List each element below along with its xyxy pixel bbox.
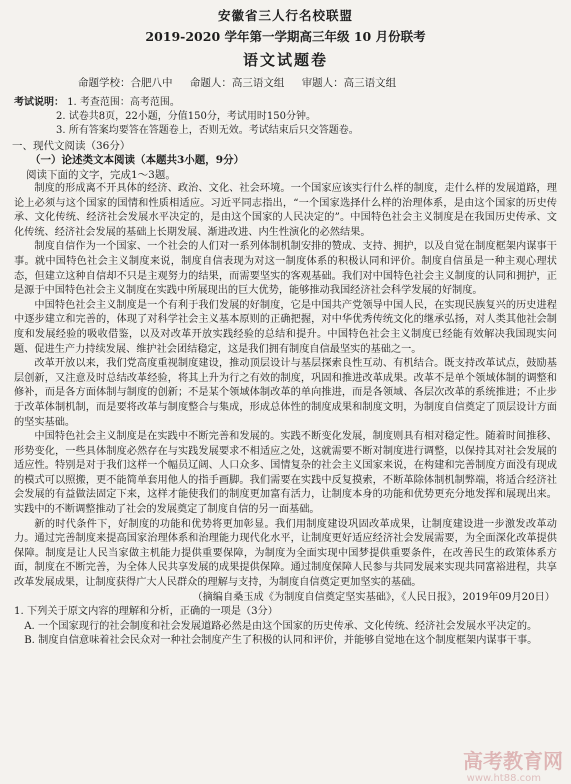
subsection-heading: （一）论述类文本阅读（本题共3小题，9分）	[30, 154, 245, 166]
watermark-url: www.ht88.com	[466, 773, 541, 784]
note-1: 1. 考查范围：高考范围。	[67, 97, 180, 108]
exam-meta	[0, 75, 571, 90]
note-2: 2. 试卷共8页，22小题，分值150分，考试用时150分钟。	[56, 111, 316, 122]
option-b: B. 制度自信意味着社会民众对一种社会制度产生了积极的认同和评价，并能够自觉地在这个制度框架内谋事干事。	[24, 635, 538, 647]
section-heading: 一、现代文阅读（36分）	[12, 140, 131, 152]
reading-instruction: 阅读下面的文字，完成1～3题。	[26, 169, 176, 181]
exam-title: 2019-2020 学年第一学期高三年级 10 月份联考	[145, 29, 426, 44]
source-citation: （摘编自桑玉成《为制度自信奠定坚实基础》，《人民日报》，2019年09月20日）	[192, 591, 555, 603]
option-a: A. 一个国家现行的社会制度和社会发展道路必然是由这个国家的历史传承、文化传统、经济社会发展水平决定的。	[24, 620, 538, 632]
paragraph: 制度的形成离不开具体的经济、政治、文化、社会环境。一个国家应该实行什么样的制度，走什么样的发展道路，理论上必须与这个国家的国情和性质相适应。习近平同志指出，“一个国家选择什么样的治理体系，是由这个国家的历史传承、文化传统、经济社会发展水平决定的，是由这个国家的人民决定的”。中国特色社会主义制度是在我国历史传承、文化传统、经济社会发展的基础上长期发展、渐进改进、内生性演化的必然结果。	[14, 183, 557, 238]
note-3: 3. 所有答案均要答在答题卷上，否则无效。考试结束后只交答题卷。	[56, 125, 359, 136]
league-title: 安徽省三人行名校联盟	[217, 8, 353, 23]
exam-notes	[14, 96, 571, 138]
paragraph: 中国特色社会主义制度是在实践中不断完善和发展的。实践不断变化发展，制度则具有相对稳定性。随着时间推移、形势变化，一些具体制度必然存在与实践发展要求不相适应之处，这就需要不断对制度进行调整，以保持其对社会发展的适应性。特别是对于我们这样一个幅员辽阔、人口众多、国情复杂的社会主义国家来说，在构建和完善制度方面没有现成的模式可以照搬，更不能简单套用他人的指手画脚。我们需要在实践中反复摸索，不断革除体制机制弊端，将适合经济社会发展的有益做法固定下来，这样才能使我们的制度更加富有活力，让制度本身的功能和优势更充分地发挥和展现出来。实践中的不断调整推动了社会的发展奠定了制度自信的另一面基础。	[14, 431, 557, 516]
question-stem: 1. 下列关于原文内容的理解和分析，正确的一项是（3分）	[14, 606, 278, 618]
school: 命题学校：合肥八中	[78, 77, 173, 89]
reviewer: 审题人：高三语文组	[301, 77, 397, 89]
header	[0, 6, 571, 70]
paper-title: 语文试题卷	[242, 51, 328, 69]
author: 命题人：高三语文组	[189, 77, 285, 89]
notes-label: 考试说明：	[14, 97, 64, 108]
paragraph: 中国特色社会主义制度是一个有利于我们发展的好制度，它是中国共产党领导中国人民，在实现民族复兴的历史进程中逐步建立和完善的，体现了对科学社会主义基本原则的正确把握，对中华优秀传统文化的继承弘扬，对人类其他社会制度和发展经验的吸收借鉴，以及对改革开放实践经验的总结和提升。中国特色社会主义制度已经能有效解决我国现实问题、促进生产力持续发展、维护社会团结稳定，这是我们拥有制度自信最坚实的基础之一。	[14, 299, 557, 355]
paragraph: 制度自信作为一个国家、一个社会的人们对一系列体制机制安排的赞成、支持、拥护，以及自觉在制度框架内谋事干事。就中国特色社会主义制度来说，制度自信表现为对这一制度体系的积极认同和评价。制度自信虽是一种主观心理状态，但建立这种自信却不只是主观努力的结果，而需要坚实的客观基础。我们对中国特色社会主义制度的认同和拥护，正是源于中国特色社会主义制度在实践中所展现出的巨大优势，能够推动我国经济社会科学发展的好制度。	[14, 241, 557, 297]
paragraph: 改革开放以来，我们党高度重视制度建设，推动顶层设计与基层探索良性互动、有机结合。既支持改革试点，鼓励基层创新，又注意及时总结改革经验，将其上升为行之有效的制度，巩固和推进改革成果。改革不是单个领域体制的调整和修补，而是各方面体制与制度的创新；不是某个领域体制改革的单向推进，而是各领域、各层次改革的系统推进；不止步于改革体制机制，而是要将改革与制度整合与集成，形成总体性的制度成果和制度文明，为制度自信奠定了顶层设计方面的坚实基础。	[14, 358, 557, 428]
paragraph: 新的时代条件下，好制度的功能和优势将更加彰显。我们用制度建设巩固改革成果，让制度建设进一步激发改革动力。通过完善制度来提高国家治理体系和治理能力现代化水平，让制度更好适应经济社会发展需要，为全面深化改革提供保障。制度是让人民当家做主机能力提供重要保障，为制度为全面实现中国梦提供重要条件，在改善民生的政策体系方面，制度在不断完善，为全体人民共享发展的成果提供保障。通过制度保障人民参与共同发展来实现共同富裕进程，共享改革发展成果，让制度获得广大人民群众的理解与支持，为制度自信奠定更加坚实的基础。	[14, 518, 557, 589]
watermark-logo: 高考教育网	[463, 749, 563, 773]
